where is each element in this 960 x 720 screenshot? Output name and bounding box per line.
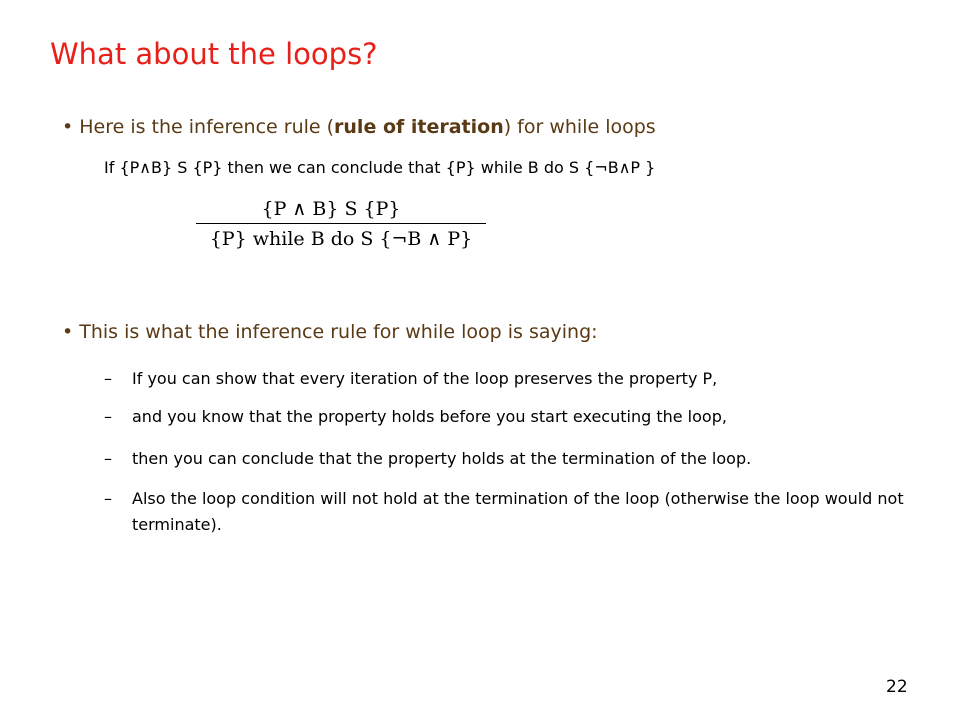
sub-item (104, 486, 934, 538)
formula-denominator: {P} while B do S {¬B ∧ P} (209, 228, 473, 250)
page-number: 22 (886, 677, 908, 697)
bullet-marker: • (62, 116, 74, 138)
slide-title: What about the loops? (50, 37, 378, 71)
sub-item-text: and you know that the property holds before you start executing the loop, (132, 407, 727, 426)
dash-marker: – (104, 407, 112, 426)
bullet-text-bold: rule of iteration (334, 116, 504, 138)
sub-item-text: then you can conclude that the property holds at the termination of the loop. (132, 449, 752, 468)
sub-item (104, 404, 934, 430)
bullet-text: This is what the inference rule for while loop is saying: (79, 321, 598, 343)
rule-statement: If {P∧B} S {P} then we can conclude that {P} while B do S {¬B∧P } (104, 158, 656, 177)
sub-item (104, 366, 934, 392)
inference-rule-formula (196, 198, 486, 250)
bullet-text-suffix: ) for while loops (503, 116, 656, 138)
bullet-inference-rule (62, 116, 656, 138)
dash-marker: – (104, 369, 112, 388)
formula-fraction-bar (196, 223, 486, 224)
bullet-explanation (62, 321, 598, 343)
sub-item-text: Also the loop condition will not hold at the termination of the loop (otherwise the loop would not terminate). (132, 489, 904, 534)
formula-numerator: {P ∧ B} S {P} (261, 198, 401, 220)
bullet-text-prefix: Here is the inference rule ( (79, 116, 335, 138)
dash-marker: – (104, 489, 112, 508)
bullet-marker: • (62, 321, 74, 343)
sub-item-text: If you can show that every iteration of the loop preserves the property P, (132, 369, 718, 388)
sub-item (104, 446, 934, 472)
dash-marker: – (104, 449, 112, 468)
